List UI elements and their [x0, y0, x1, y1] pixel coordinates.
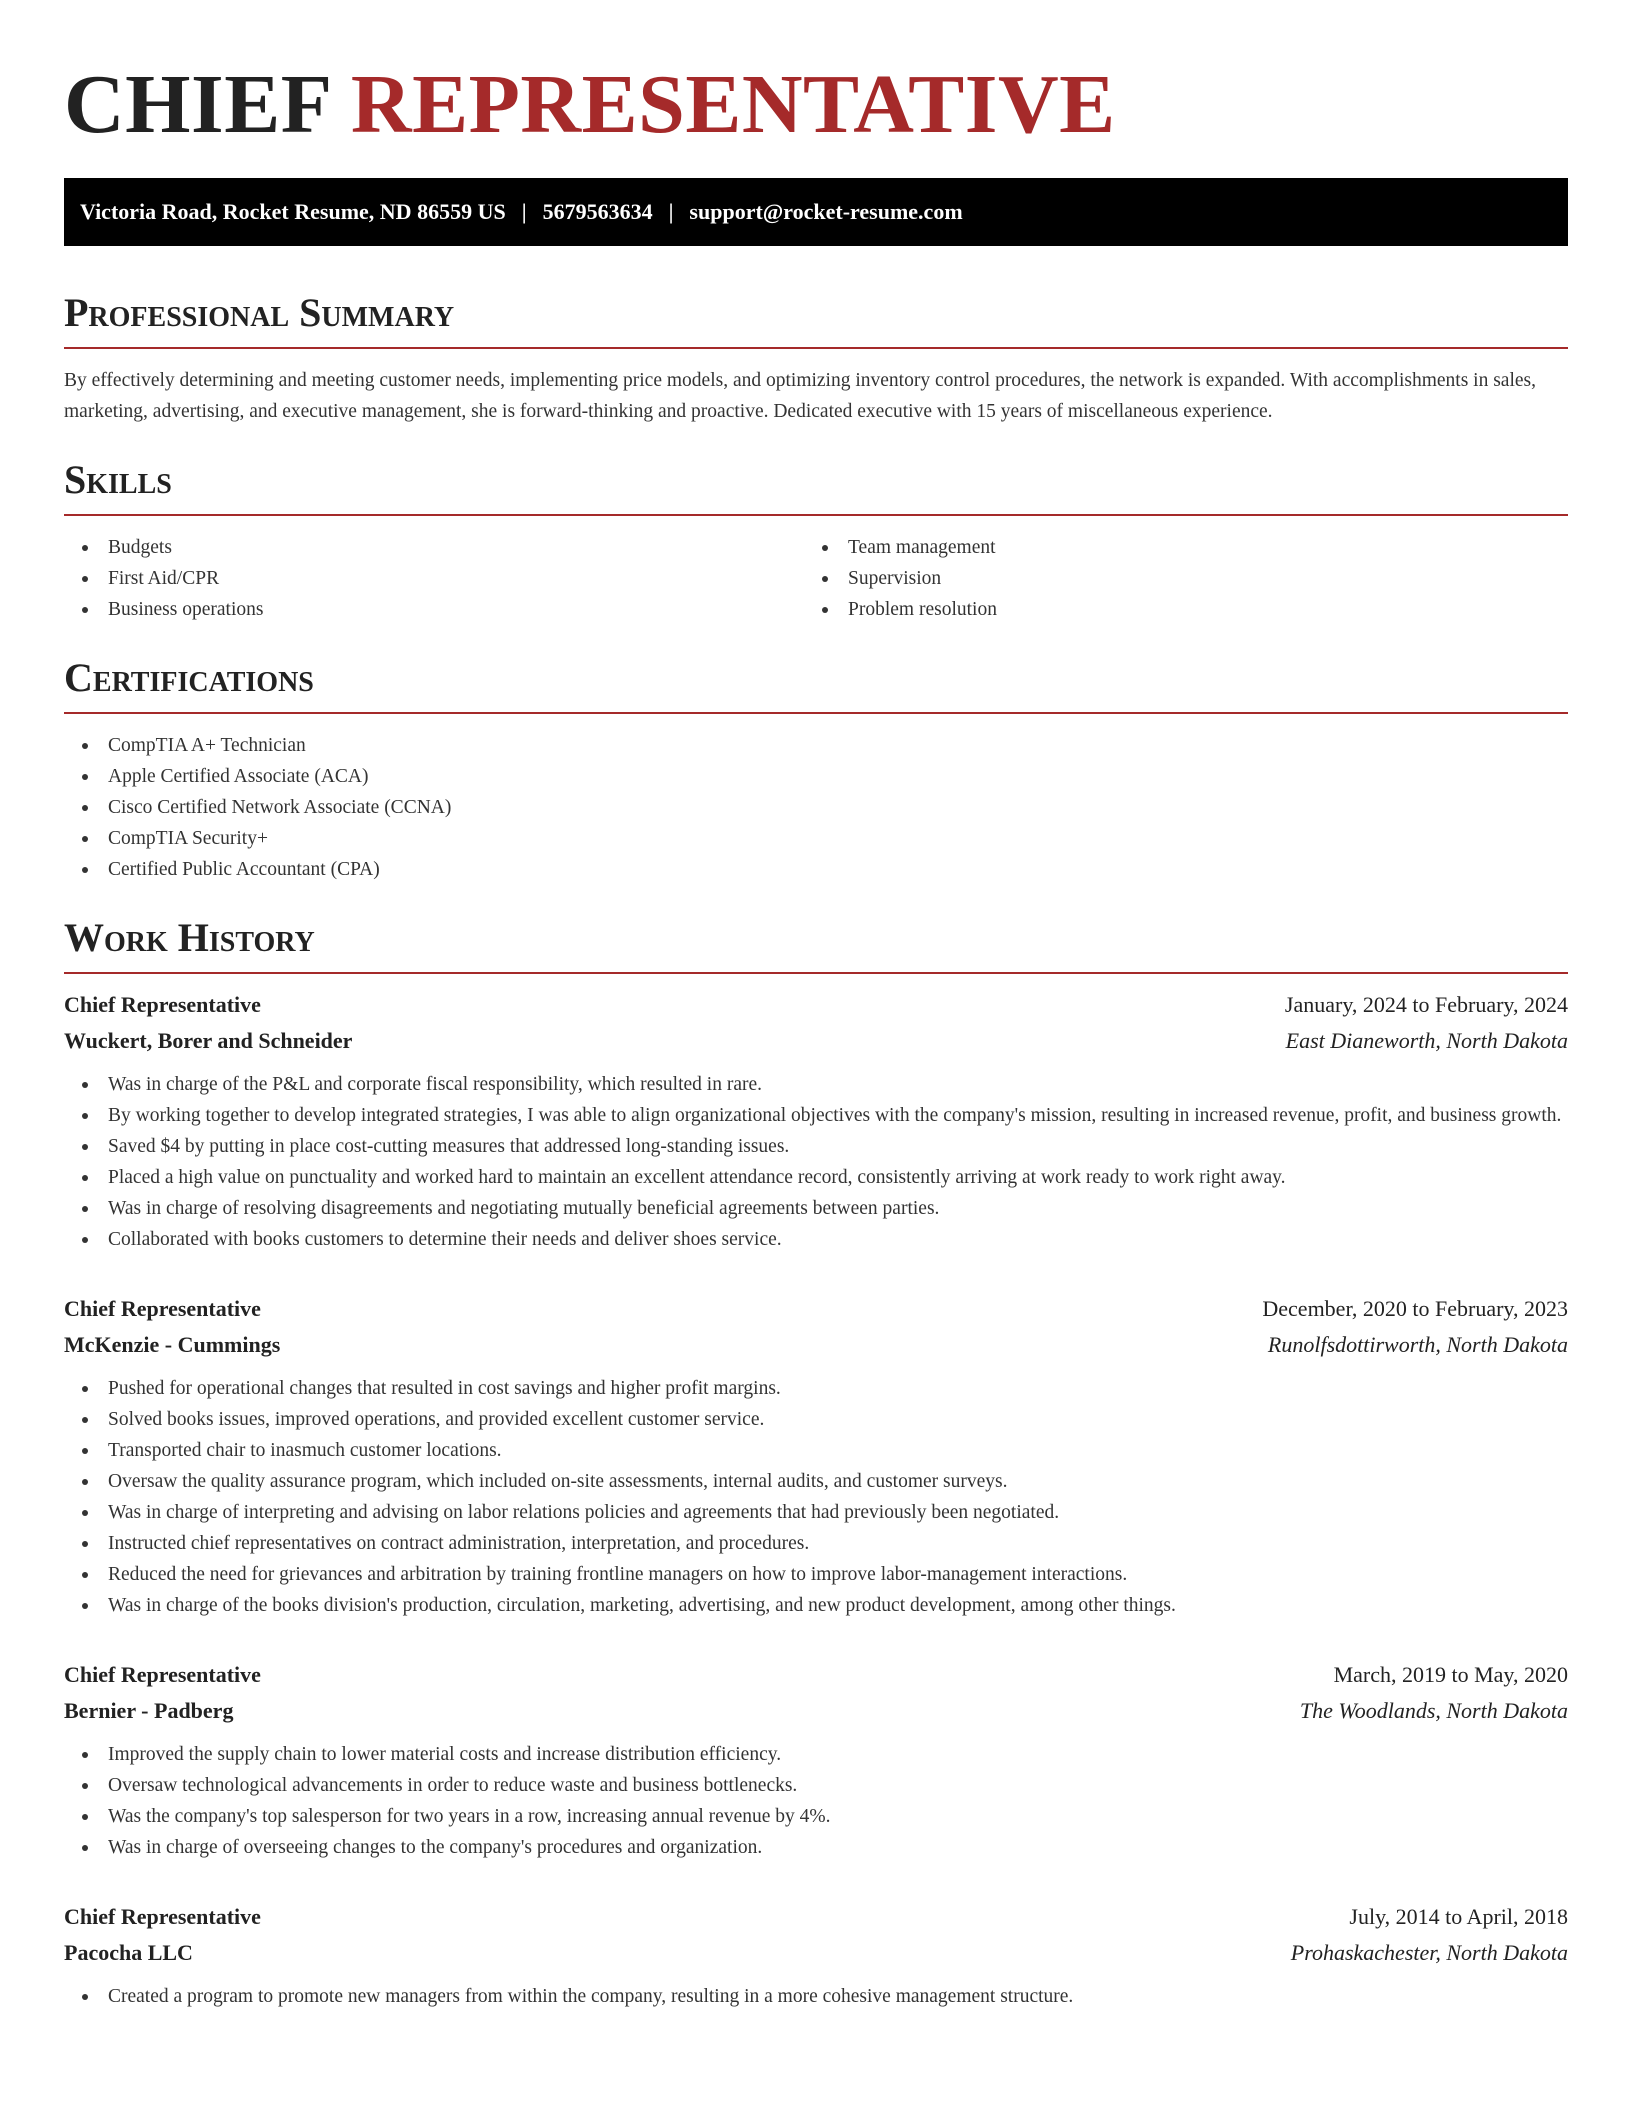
job-location: The Woodlands, North Dakota [1299, 1698, 1568, 1723]
job-company-row [64, 1327, 1568, 1363]
summary-text: By effectively determining and meeting customer needs, implementing price models, and optimizing inventory control procedures, the network is expanded. With accomplishments in sales, marketing, advertising, and executive management, she is forward-thinking and proactive. Dedicated executive with 15 years of miscellaneous experience. [64, 370, 1536, 422]
skill-item: Supervision [804, 563, 1544, 594]
job-header-row [64, 1291, 1568, 1327]
job-company-row [64, 1693, 1568, 1729]
skills-list-left [64, 532, 804, 625]
job-bullet: Pushed for operational changes that resulted in cost savings and higher profit margins. [64, 1373, 1568, 1404]
job-dates: July, 2014 to April, 2018 [1349, 1904, 1568, 1929]
skills-list-right [804, 532, 1544, 625]
job-bullet: Was in charge of resolving disagreements and negotiating mutually beneficial agreements between parties. [64, 1193, 1568, 1224]
job-bullet-list [64, 1981, 1568, 2012]
certification-item: Cisco Certified Network Associate (CCNA) [64, 792, 1568, 823]
job-dates: December, 2020 to February, 2023 [1262, 1296, 1568, 1321]
job-bullet: Solved books issues, improved operations, and provided excellent customer service. [64, 1404, 1568, 1435]
job-title: Chief Representative [64, 1662, 261, 1687]
job-company: McKenzie - Cummings [64, 1332, 281, 1357]
job-bullet-list [64, 1069, 1568, 1255]
certification-item: CompTIA Security+ [64, 823, 1568, 854]
job-bullet: Oversaw the quality assurance program, which included on-site assessments, internal audits, and customer surveys. [64, 1466, 1568, 1497]
skill-item: Budgets [64, 532, 804, 563]
job-company-row [64, 1023, 1568, 1059]
job-header-row [64, 987, 1568, 1023]
work-history-heading: Work History [64, 914, 1568, 974]
skills-grid [64, 532, 1568, 625]
job-bullet: Instructed chief representatives on contract administration, interpretation, and procedures. [64, 1528, 1568, 1559]
title-second-word: REPRESENTATIVE [350, 58, 1116, 151]
job-bullet: Saved $4 by putting in place cost-cutting measures that addressed long-standing issues. [64, 1131, 1568, 1162]
job-location: Runolfsdottirworth, North Dakota [1267, 1332, 1568, 1357]
job-dates: March, 2019 to May, 2020 [1333, 1662, 1568, 1687]
resume-title [64, 58, 1568, 152]
job-bullet: Was in charge of the books division's production, circulation, marketing, advertising, and new product development, among other things. [64, 1590, 1568, 1621]
resume-page [64, 0, 1568, 2012]
job-entry [64, 987, 1568, 1255]
title-first-word: CHIEF [64, 58, 330, 151]
job-company: Pacocha LLC [64, 1940, 193, 1965]
job-bullet: Transported chair to inasmuch customer locations. [64, 1435, 1568, 1466]
job-title: Chief Representative [64, 1904, 261, 1929]
job-location: East Dianeworth, North Dakota [1285, 1028, 1568, 1053]
contact-separator: | [668, 199, 674, 224]
job-bullet: Improved the supply chain to lower material costs and increase distribution efficiency. [64, 1739, 1568, 1770]
contact-address: Victoria Road, Rocket Resume, ND 86559 US [80, 199, 506, 224]
job-bullet-list [64, 1739, 1568, 1863]
summary-heading: Professional Summary [64, 289, 1568, 349]
skills-heading: Skills [64, 456, 1568, 516]
certification-item: CompTIA A+ Technician [64, 730, 1568, 761]
job-title: Chief Representative [64, 1296, 261, 1321]
job-company-row [64, 1935, 1568, 1971]
certification-item: Certified Public Accountant (CPA) [64, 854, 1568, 885]
job-location: Prohaskachester, North Dakota [1290, 1940, 1568, 1965]
certification-item: Apple Certified Associate (ACA) [64, 761, 1568, 792]
job-bullet: By working together to develop integrated strategies, I was able to align organizational objectives with the company's mission, resulting in increased revenue, profit, and business growth. [64, 1100, 1568, 1131]
job-bullet: Was in charge of the P&L and corporate fiscal responsibility, which resulted in rare. [64, 1069, 1568, 1100]
job-bullet: Collaborated with books customers to determine their needs and deliver shoes service. [64, 1224, 1568, 1255]
job-company: Wuckert, Borer and Schneider [64, 1028, 353, 1053]
job-bullet: Was in charge of overseeing changes to the company's procedures and organization. [64, 1832, 1568, 1863]
job-entry [64, 1291, 1568, 1621]
skill-item: Business operations [64, 594, 804, 625]
skill-item: Problem resolution [804, 594, 1544, 625]
job-company: Bernier - Padberg [64, 1698, 234, 1723]
skill-item: First Aid/CPR [64, 563, 804, 594]
job-title: Chief Representative [64, 992, 261, 1017]
job-bullet: Oversaw technological advancements in order to reduce waste and business bottlenecks. [64, 1770, 1568, 1801]
contact-phone: 5679563634 [542, 199, 653, 224]
job-entry [64, 1899, 1568, 2012]
job-bullet: Created a program to promote new managers from within the company, resulting in a more cohesive management structure. [64, 1981, 1568, 2012]
skill-item: Team management [804, 532, 1544, 563]
job-bullet: Reduced the need for grievances and arbitration by training frontline managers on how to improve labor-management interactions. [64, 1559, 1568, 1590]
job-bullet: Was in charge of interpreting and advising on labor relations policies and agreements that had previously been negotiated. [64, 1497, 1568, 1528]
job-header-row [64, 1657, 1568, 1693]
job-bullet: Was the company's top salesperson for two years in a row, increasing annual revenue by 4%. [64, 1801, 1568, 1832]
job-entry [64, 1657, 1568, 1863]
contact-separator: | [521, 199, 527, 224]
job-dates: January, 2024 to February, 2024 [1284, 992, 1568, 1017]
job-header-row [64, 1899, 1568, 1935]
contact-email: support@rocket-resume.com [689, 199, 963, 224]
job-bullet: Placed a high value on punctuality and worked hard to maintain an excellent attendance record, consistently arriving at work ready to work right away. [64, 1162, 1568, 1193]
certifications-list [64, 730, 1568, 885]
certifications-heading: Certifications [64, 654, 1568, 714]
contact-bar [64, 178, 1568, 246]
job-bullet-list [64, 1373, 1568, 1621]
